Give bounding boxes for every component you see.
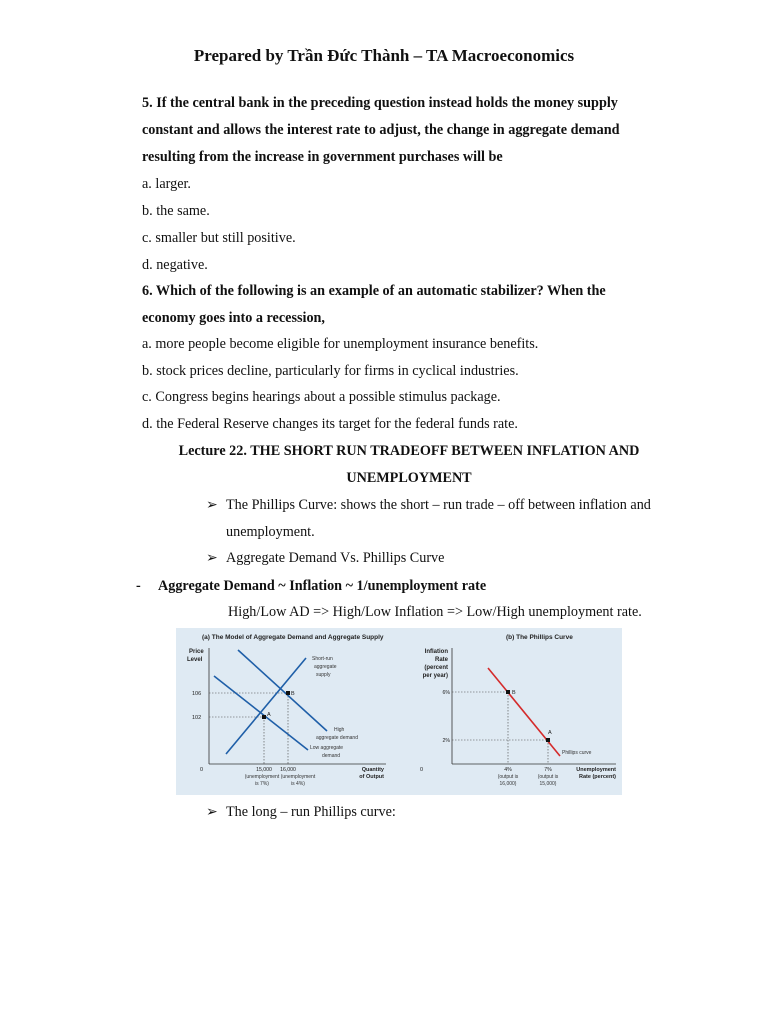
panel-b-origin: 0 — [420, 767, 424, 773]
bullet-long-run-phillips — [206, 804, 396, 821]
panel-a-xtick-16000-note-1: (unemployment — [280, 774, 316, 780]
panel-a-xtick-16000: 16,000 — [280, 767, 296, 773]
q5-option-c: c. smaller but still positive. — [142, 230, 296, 246]
panel-a-ylabel-2: Level — [187, 657, 203, 663]
panel-a-point-a-label: A — [267, 712, 271, 718]
panel-b-xtick-7-note-2: 15,000) — [539, 781, 557, 787]
panel-a-xlabel-2: of Output — [359, 774, 384, 780]
lecture-title-line-2: UNEMPLOYMENT — [346, 470, 472, 486]
panel-b-xtick-7-note-1: (output is — [537, 774, 559, 780]
panel-a-xtick-15000-note-1: (unemployment — [244, 774, 280, 780]
q5-stem-line-1: 5. If the central bank in the preceding question instead holds the money supply — [142, 95, 618, 111]
q5-option-d: d. negative. — [142, 257, 208, 273]
sras-label-2: aggregate — [314, 664, 337, 670]
panel-a-point-b-label: B — [291, 691, 295, 697]
q6-option-b: b. stock prices decline, particularly for firms in cyclical industries. — [142, 363, 519, 379]
panel-a-ytick-106: 106 — [192, 691, 202, 697]
panel-b-ylabel-4: per year) — [422, 673, 448, 679]
low-ad-label-2: demand — [322, 753, 341, 759]
panel-a-xtick-15000-note-2: is 7%) — [255, 781, 269, 787]
panel-b-ytick-6: 6% — [442, 690, 450, 696]
ad-as-phillips-figure — [176, 628, 622, 795]
panel-b-ylabel-2: Rate — [434, 657, 448, 663]
q6-stem-line-2: economy goes into a recession, — [142, 310, 325, 326]
panel-b-xlabel-1: Unemployment — [576, 767, 616, 773]
q5-stem-line-3: resulting from the increase in government purchases will be — [142, 149, 503, 165]
panel-b-xtick-4-note-2: 16,000) — [499, 781, 517, 787]
arrow-bullet-icon: ➢ — [206, 497, 218, 513]
panel-b-point-a — [546, 738, 550, 742]
figure-svg — [176, 628, 622, 795]
panel-b-xlabel-2: Rate (percent) — [579, 774, 616, 780]
panel-a-ytick-102: 102 — [192, 715, 202, 721]
panel-a-xlabel-1: Quantity — [361, 767, 384, 773]
bullet-phillips-continued: unemployment. — [226, 524, 315, 540]
low-ad-curve — [214, 676, 308, 750]
low-ad-label-1: Low aggregate — [310, 745, 344, 751]
bullet-phillips-text: The Phillips Curve: shows the short – run trade – off between inflation and — [226, 497, 651, 513]
panel-b-point-b — [506, 690, 510, 694]
high-ad-label-2: aggregate demand — [316, 735, 358, 741]
high-ad-curve — [238, 650, 327, 731]
phillips-curve-line — [488, 668, 560, 756]
panel-a-ylabel-1: Price — [189, 649, 204, 655]
q6-stem-line-1: 6. Which of the following is an example of an automatic stabilizer? When the — [142, 283, 606, 299]
panel-b-ylabel-3: (percent — [424, 665, 448, 671]
panel-b-point-a-label: A — [548, 730, 552, 736]
dash-heading — [136, 578, 486, 595]
dash-marker: - — [136, 578, 141, 594]
lecture-title-line-1: Lecture 22. THE SHORT RUN TRADEOFF BETWEEN INFLATION AND — [178, 443, 640, 459]
bullet-ad-vs-phillips-text: Aggregate Demand Vs. Phillips Curve — [226, 550, 445, 566]
panel-a-xtick-16000-note-2: is 4%) — [291, 781, 305, 787]
phillips-curve-label: Phillips curve — [562, 750, 592, 756]
panel-b-ylabel-1: Inflation — [424, 649, 448, 655]
q5-stem-line-2: constant and allows the interest rate to adjust, the change in aggregate demand — [142, 122, 620, 138]
relation-line: High/Low AD => High/Low Inflation => Low/High unemployment rate. — [228, 604, 642, 620]
sras-label-3: supply — [316, 672, 331, 678]
arrow-bullet-icon: ➢ — [206, 804, 218, 820]
panel-a-xtick-15000: 15,000 — [256, 767, 272, 773]
sras-label-1: Short-run — [312, 656, 333, 662]
q5-option-a: a. larger. — [142, 176, 191, 192]
panel-b-xtick-4: 4% — [504, 767, 512, 773]
bullet-long-run-text: The long – run Phillips curve: — [226, 804, 396, 820]
panel-b-point-b-label: B — [512, 690, 516, 696]
panel-a-point-b — [286, 691, 290, 695]
q5-option-b: b. the same. — [142, 203, 210, 219]
panel-b-ytick-2: 2% — [442, 738, 450, 744]
arrow-bullet-icon: ➢ — [206, 550, 218, 566]
dash-heading-text: Aggregate Demand ~ Inflation ~ 1/unemployment rate — [158, 578, 487, 594]
q6-option-c: c. Congress begins hearings about a possible stimulus package. — [142, 389, 501, 405]
panel-b-xtick-4-note-1: (output is — [497, 774, 519, 780]
page-header: Prepared by Trần Đức Thành – TA Macroeconomics — [193, 46, 575, 65]
panel-b-title: (b) The Phillips Curve — [506, 634, 573, 641]
panel-b-xtick-7: 7% — [544, 767, 552, 773]
q6-option-a: a. more people become eligible for unemployment insurance benefits. — [142, 336, 539, 352]
q6-option-d: d. the Federal Reserve changes its target for the federal funds rate. — [142, 416, 518, 432]
panel-a-origin: 0 — [200, 767, 204, 773]
panel-a-title: (a) The Model of Aggregate Demand and Aggregate Supply — [202, 634, 384, 641]
panel-a-point-a — [262, 715, 266, 719]
bullet-phillips-curve — [206, 497, 651, 514]
bullet-ad-vs-phillips — [206, 550, 444, 567]
high-ad-label-1: High — [334, 727, 345, 733]
